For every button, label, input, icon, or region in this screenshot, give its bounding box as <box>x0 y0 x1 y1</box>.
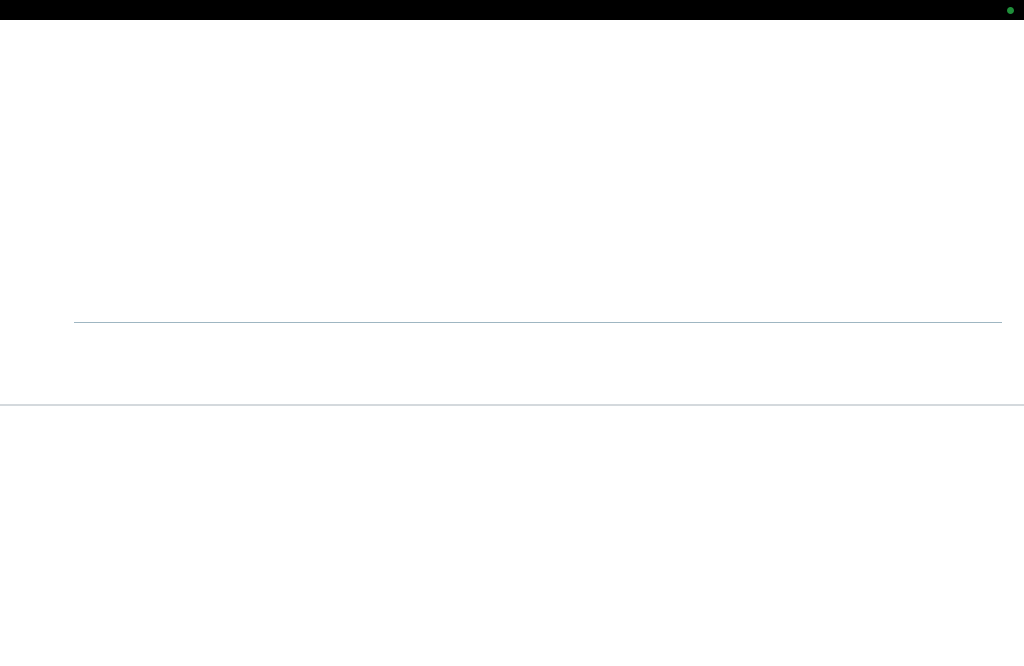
legend-swatch-inshyi-vyrok <box>481 173 492 184</box>
y-axis <box>26 200 72 322</box>
stacked-bar-chart <box>0 200 1024 400</box>
chart-legend <box>0 173 1024 184</box>
recording-indicator-icon <box>1007 7 1014 14</box>
window-top-bar <box>0 0 1024 20</box>
plot-area <box>78 210 998 322</box>
page-bottom-strip <box>0 654 1024 666</box>
section-divider <box>0 404 1024 406</box>
legend-item-inshyi-vyrok <box>481 173 499 184</box>
presentation-slide <box>0 20 1024 400</box>
legend-swatch-uhoda <box>525 173 536 184</box>
x-axis-line <box>74 322 1002 323</box>
x-axis-labels <box>78 326 998 396</box>
legend-item-uhoda <box>525 173 543 184</box>
